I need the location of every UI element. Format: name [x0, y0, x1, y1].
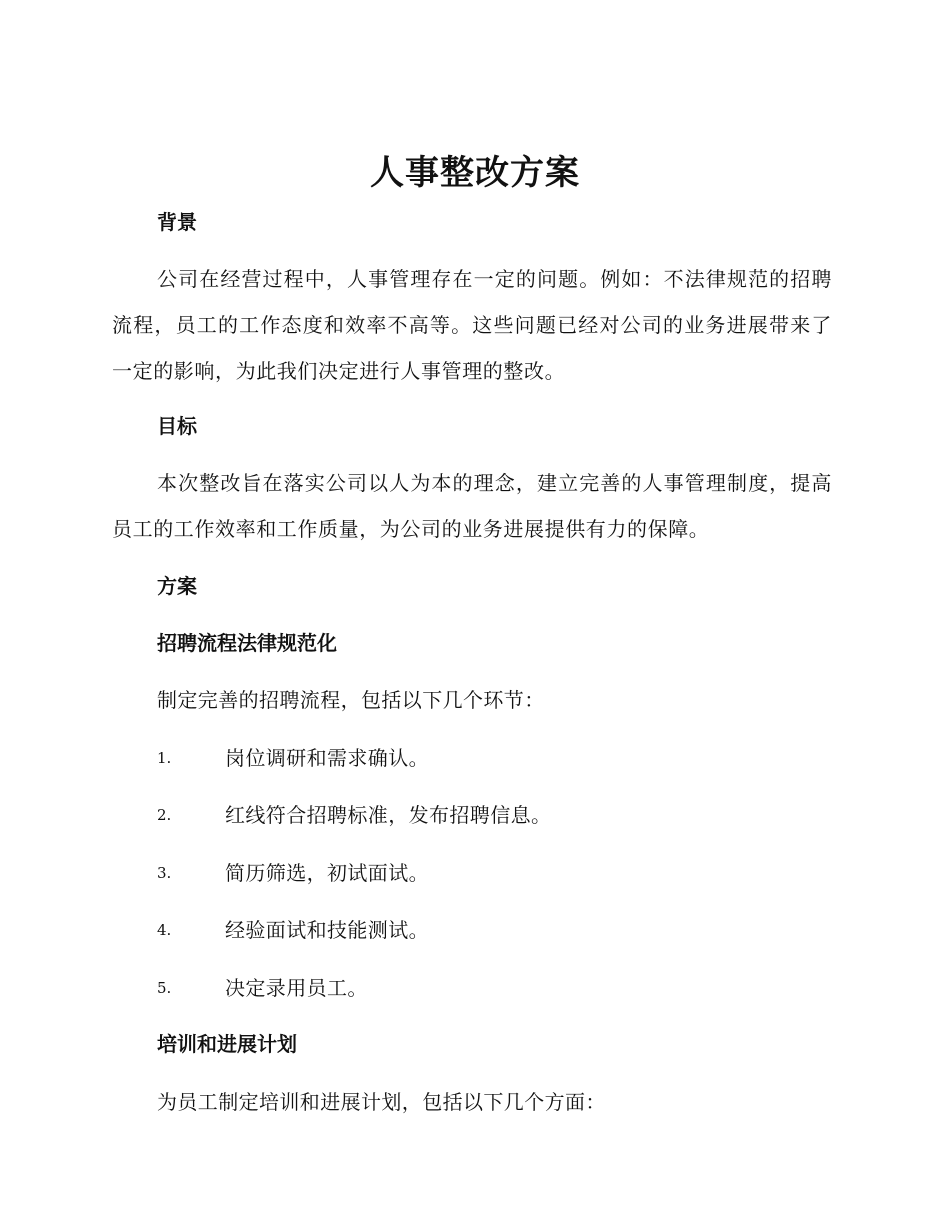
- list-item-text: 经验面试和技能测试。: [225, 918, 429, 942]
- list-item: [157, 915, 857, 945]
- list-item: [157, 858, 857, 888]
- training-intro: 为员工制定培训和进展计划，包括以下几个方面：: [157, 1090, 606, 1114]
- list-item-number: 5.: [157, 979, 172, 997]
- list-item: [157, 743, 857, 773]
- background-heading: 背景: [157, 210, 197, 234]
- list-item: [157, 973, 857, 1003]
- list-item-number: 3.: [157, 864, 172, 882]
- training-heading: 培训和进展计划: [157, 1032, 297, 1056]
- list-item-text: 决定录用员工。: [225, 976, 368, 1000]
- list-item-number: 1.: [157, 749, 172, 767]
- list-item-text: 红线符合招聘标准，发布招聘信息。: [225, 803, 552, 827]
- list-item-number: 2.: [157, 806, 172, 824]
- list-item-text: 简历筛选，初试面试。: [225, 861, 429, 885]
- background-paragraph: 公司在经营过程中，人事管理存在一定的问题。例如：不法律规范的招聘流程，员工的工作态度和效率不高等。这些问题已经对公司的业务进展带来了一定的影响，为此我们决定进行人事管理的整改。: [112, 267, 832, 383]
- list-item: [157, 800, 857, 830]
- list-item-text: 岗位调研和需求确认。: [225, 746, 429, 770]
- list-item-number: 4.: [157, 921, 172, 939]
- document-title: 人事整改方案: [370, 153, 580, 193]
- goal-paragraph: 本次整改旨在落实公司以人为本的理念，建立完善的人事管理制度，提高员工的工作效率和工作质量，为公司的业务进展提供有力的保障。: [112, 471, 832, 541]
- goal-heading: 目标: [157, 414, 197, 438]
- recruitment-heading: 招聘流程法律规范化: [157, 631, 337, 655]
- recruitment-intro: 制定完善的招聘流程，包括以下几个环节：: [157, 688, 545, 712]
- plan-heading: 方案: [157, 574, 197, 598]
